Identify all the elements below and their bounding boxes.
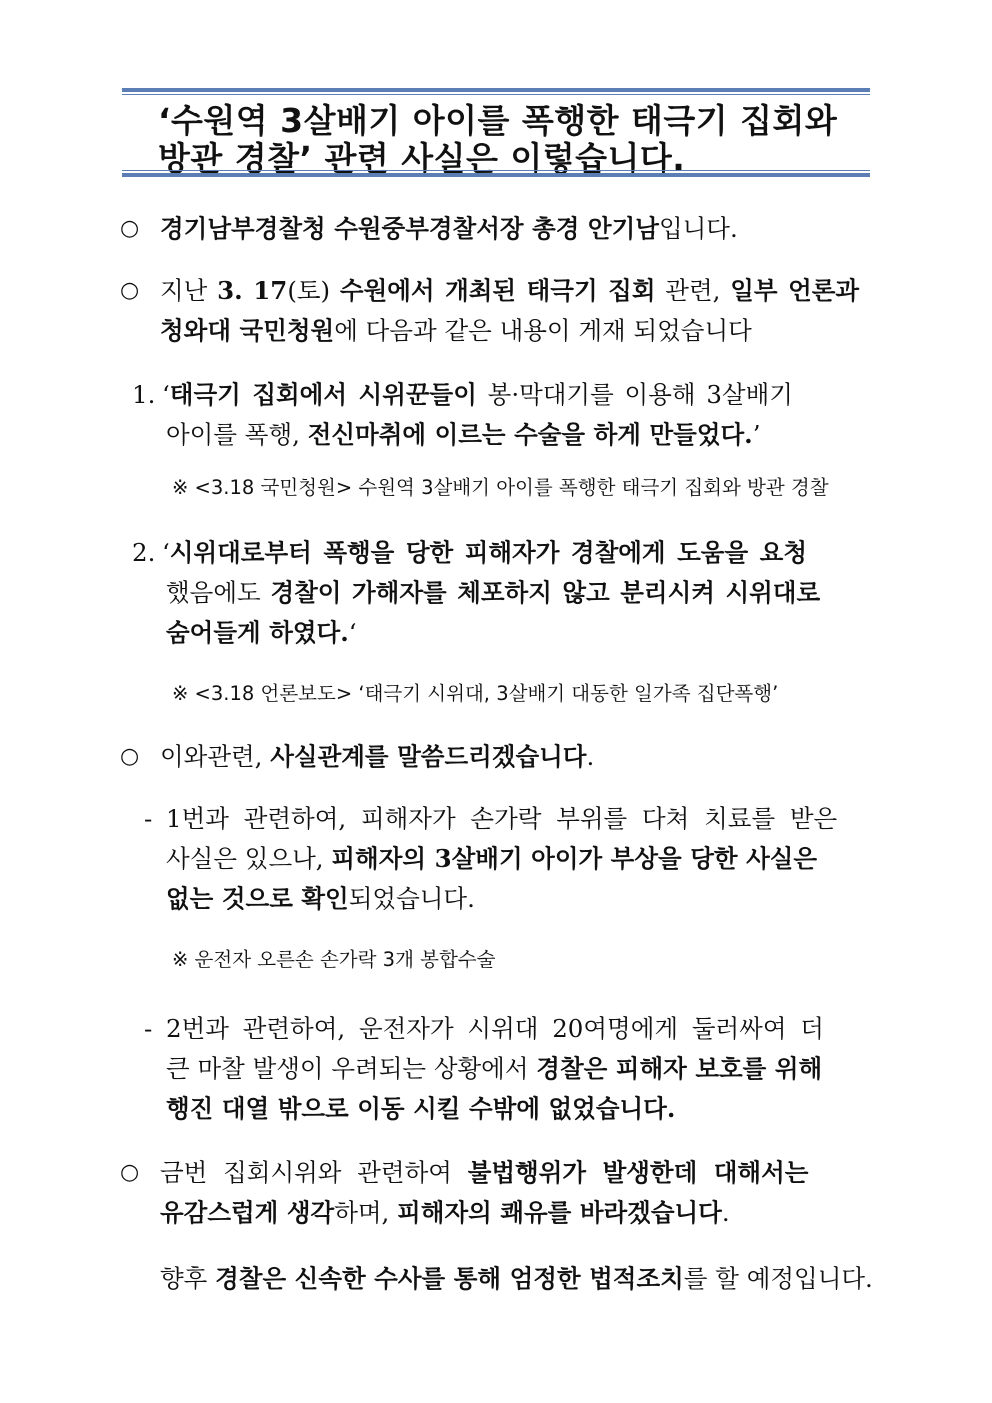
claim-1-number: 1. [132, 380, 156, 409]
title-rule-bottom-thin [122, 170, 870, 171]
fact-2-line-3: 행진 대열 밖으로 이동 시킬 수밖에 없었습니다. [166, 1094, 676, 1123]
text-run: 했음에도 [166, 578, 271, 607]
title-line-2: 방관 경찰’ 관련 사실은 이렇습니다. [158, 139, 686, 178]
fact-2-line-2 [166, 1052, 822, 1086]
context-line-1 [160, 274, 859, 308]
intro-line [160, 212, 738, 246]
claim-1-line-1 [162, 378, 793, 412]
text-run: 경찰이 가해자를 체포하지 않고 분리시켜 시위대로 [270, 578, 821, 607]
title-block [122, 88, 870, 178]
fact-1-line-3 [166, 882, 475, 916]
context-line-2 [160, 314, 752, 348]
text-run: 피해자의 쾌유를 바라겠습니다 [397, 1198, 722, 1227]
claim-2-source-note: ※ <3.18 언론보도> ‘태극기 시위대, 3살배기 대동한 일가족 집단폭행’ [172, 682, 779, 705]
title-rule-top [122, 88, 870, 92]
text-run: (토) [287, 276, 340, 305]
text-run: . [586, 742, 595, 771]
final-statement [160, 1262, 873, 1296]
text-run: 시위대로부터 폭행을 당한 피해자가 경찰에게 도움을 요청 [169, 538, 807, 567]
fact-1-line-1: 1번과 관련하여, 피해자가 손가락 부위를 다쳐 치료를 받은 [166, 804, 838, 833]
text-run: 큰 마찰 발생이 우려되는 상황에서 [166, 1054, 537, 1083]
bullet-circle: ○ [120, 278, 140, 303]
closing-line-2 [160, 1196, 730, 1230]
text-run: 불법행위가 발생한데 대해서는 [467, 1158, 809, 1187]
text-run: ‘ [162, 538, 170, 567]
claim-1-source-note: ※ <3.18 국민청원> 수원역 3살배기 아이를 폭행한 태극기 집회와 방관 경찰 [172, 476, 829, 499]
claim-2-line-3 [166, 616, 357, 650]
text-run: 사실은 있으나, [166, 844, 332, 873]
text-run: 관련, [655, 276, 731, 305]
text-run: 경찰은 신속한 수사를 통해 엄정한 법적조치 [215, 1264, 684, 1293]
text-run: 일부 언론과 [730, 276, 860, 305]
text-run: 에 다음과 같은 내용이 게재 되었습니다 [334, 316, 752, 345]
text-run: 숨어들게 하였다. [166, 618, 349, 647]
fact-1-line-2 [166, 842, 817, 876]
fact-2-dash: - [144, 1014, 153, 1043]
text-run: 아이를 폭행, [166, 420, 308, 449]
text-run: . [721, 1198, 730, 1227]
text-run: 피해자의 3살배기 아이가 부상을 당한 사실은 [331, 844, 818, 873]
text-run: 없는 것으로 확인 [166, 884, 349, 913]
text-run: 태극기 집회에서 시위꾼들이 [169, 380, 477, 409]
intro-suffix: 입니다. [658, 214, 738, 243]
text-run: 3. 17 [217, 276, 288, 305]
bullet-circle: ○ [120, 1160, 140, 1185]
fact-1-dash: - [144, 804, 153, 833]
text-run: 이와관련, [160, 742, 271, 771]
text-run: 향후 [160, 1264, 216, 1293]
claim-2-number: 2. [132, 538, 156, 567]
bullet-circle: ○ [120, 216, 140, 241]
intro-speaker: 경기남부경찰청 수원중부경찰서장 총경 안기남 [160, 214, 659, 243]
fact-2-line-1: 2번과 관련하여, 운전자가 시위대 20여명에게 둘러싸여 더 [166, 1014, 824, 1043]
text-run: 하며, [334, 1198, 398, 1227]
text-run: 전신마취에 이르는 수술을 하게 만들었다. [307, 420, 753, 449]
text-run: 봉·막대기를 이용해 3살배기 [476, 380, 793, 409]
claim-1-line-2 [166, 418, 761, 452]
bullet-circle: ○ [120, 744, 140, 769]
text-run: ‘ [162, 380, 170, 409]
text-run: ’ [752, 420, 761, 449]
text-run: ‘ [348, 618, 357, 647]
text-run: 사실관계를 말씀드리겠습니다 [270, 742, 587, 771]
facts-intro-line [160, 740, 594, 774]
fact-1-note: ※ 운전자 오른손 손가락 3개 봉합수술 [172, 948, 496, 971]
title-line-1: ‘수원역 3살배기 아이를 폭행한 태극기 집회와 [158, 101, 838, 140]
closing-line-1 [160, 1156, 808, 1190]
text-run: 되었습니다. [348, 884, 475, 913]
text-run: 금번 집회시위와 관련하여 [160, 1158, 468, 1187]
text-run: 청와대 국민청원 [160, 316, 335, 345]
text-run: 수원에서 개최된 태극기 집회 [339, 276, 656, 305]
text-run: 경찰은 피해자 보호를 위해 [536, 1054, 823, 1083]
text-run: 유감스럽게 생각 [160, 1198, 335, 1227]
text-run: 지난 [160, 276, 218, 305]
title-rule-bottom [122, 173, 870, 177]
claim-2-line-1 [162, 536, 807, 570]
text-run: 를 할 예정입니다. [683, 1264, 873, 1293]
claim-2-line-2 [166, 576, 820, 610]
